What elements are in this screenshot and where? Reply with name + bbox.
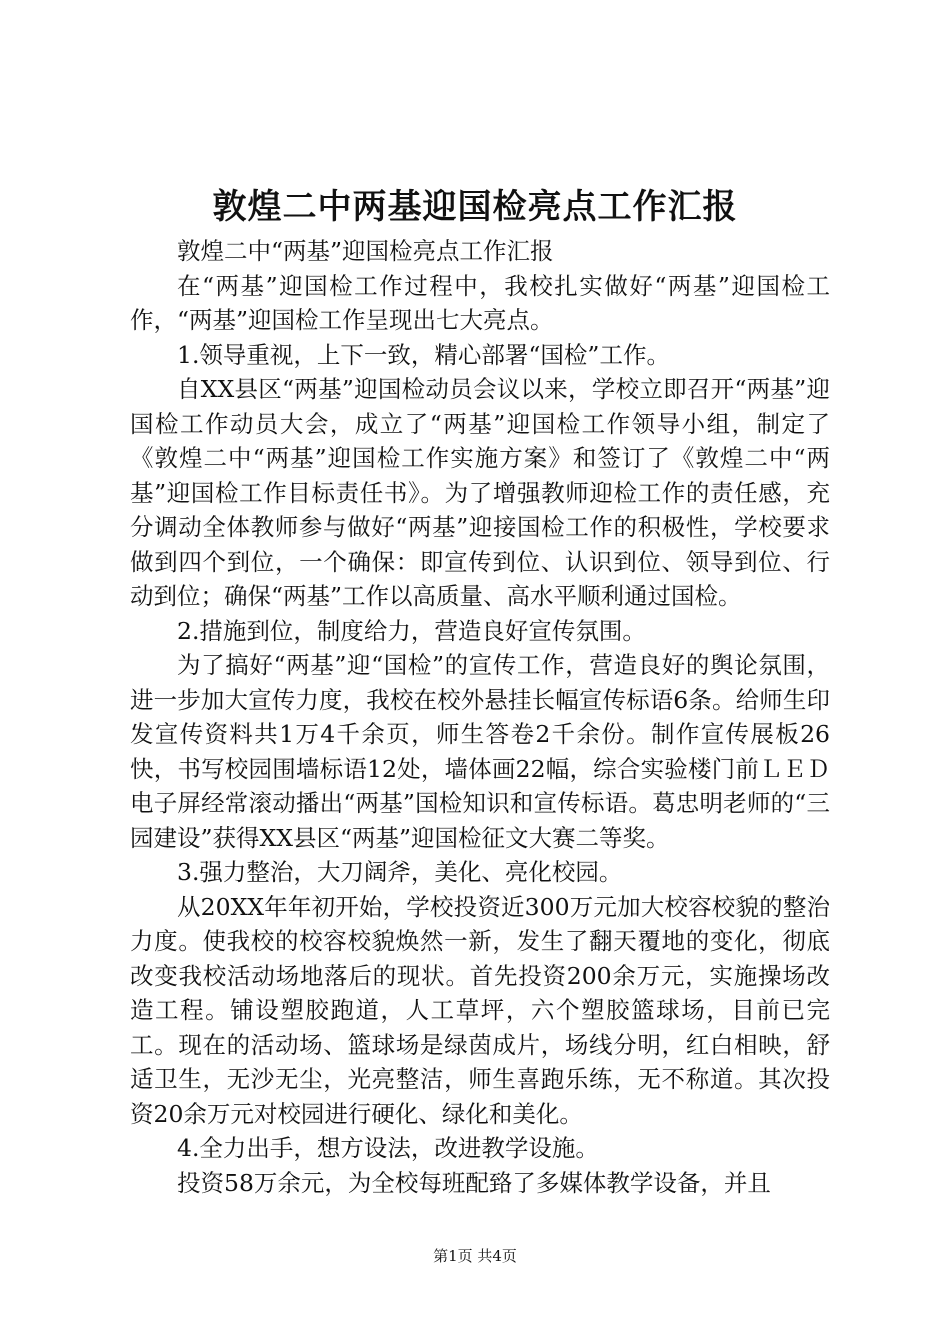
paragraph-subtitle: 敦煌二中“两基”迎国检亮点工作汇报 [177,237,554,265]
paragraph-section-2: 为了搞好“两基”迎“国检”的宣传工作，营造良好的舆论氛围，进一步加大宣传力度，我校在校外悬挂长幅宣传标语6条。给师生印发宣传资料共1万4千余页，师生答卷2千余份。制作宣传展板26快，书写校园围墙标语12处，墙体画22幅，综合实验楼门前ＬＥＤ电子屏经常滚动播出“两基”国检知识和宣传标语。葛忠明老师的“三园建设”获得XX县区“两基”迎国检征文大赛二等奖。 [130,651,830,852]
paragraph-section-1: 自XX县区“两基”迎国检动员会议以来，学校立即召开“两基”迎国检工作动员大会，成立了“两基”迎国检工作领导小组，制定了《敦煌二中“两基”迎国检工作实施方案》和签订了《敦煌二中“两基”迎国检工作目标责任书》。为了增强教师迎检工作的责任感，充分调动全体教师参与做好“两基”迎接国检工作的积极性，学校要求做到四个到位，一个确保：即宣传到位、认识到位、领导到位、行动到位；确保“两基”工作以高质量、高水平顺利通过国检。 [130,375,830,610]
page-footer: 第1页 共4页 [433,1247,517,1265]
section-heading-3: 3.强力整治，大刀阔斧，美化、亮化校园。 [177,858,623,886]
paragraph-section-4: 投资58万余元，为全校每班配臵了多媒体教学设备，并且 [177,1168,771,1197]
document-body [130,234,830,1200]
section-heading-4: 4.全力出手，想方设法，改进教学设施。 [177,1134,599,1162]
paragraph-intro: 在“两基”迎国检工作过程中，我校扎实做好“两基”迎国检工作，“两基”迎国检工作呈现出七大亮点。 [130,271,830,334]
paragraph-section-3: 从20XX年年初开始，学校投资近300万元加大校容校貌的整治力度。使我校的校容校貌焕然一新，发生了翻天覆地的变化，彻底改变我校活动场地落后的现状。首先投资200余万元，实施操场改造工程。铺设塑胶跑道，人工草坪，六个塑胶篮球场，目前已完工。现在的活动场、篮球场是绿茵成片，场线分明，红白相映，舒适卫生，无沙无尘，光亮整洁，师生喜跑乐练，无不称道。其次投资20余万元对校园进行硬化、绿化和美化。 [130,892,830,1128]
section-heading-1: 1.领导重视，上下一致，精心部署“国检”工作。 [177,340,670,369]
document-title: 敦煌二中两基迎国检亮点工作汇报 [212,187,738,227]
section-heading-2: 2.措施到位，制度给力，营造良好宣传氛围。 [177,616,646,645]
